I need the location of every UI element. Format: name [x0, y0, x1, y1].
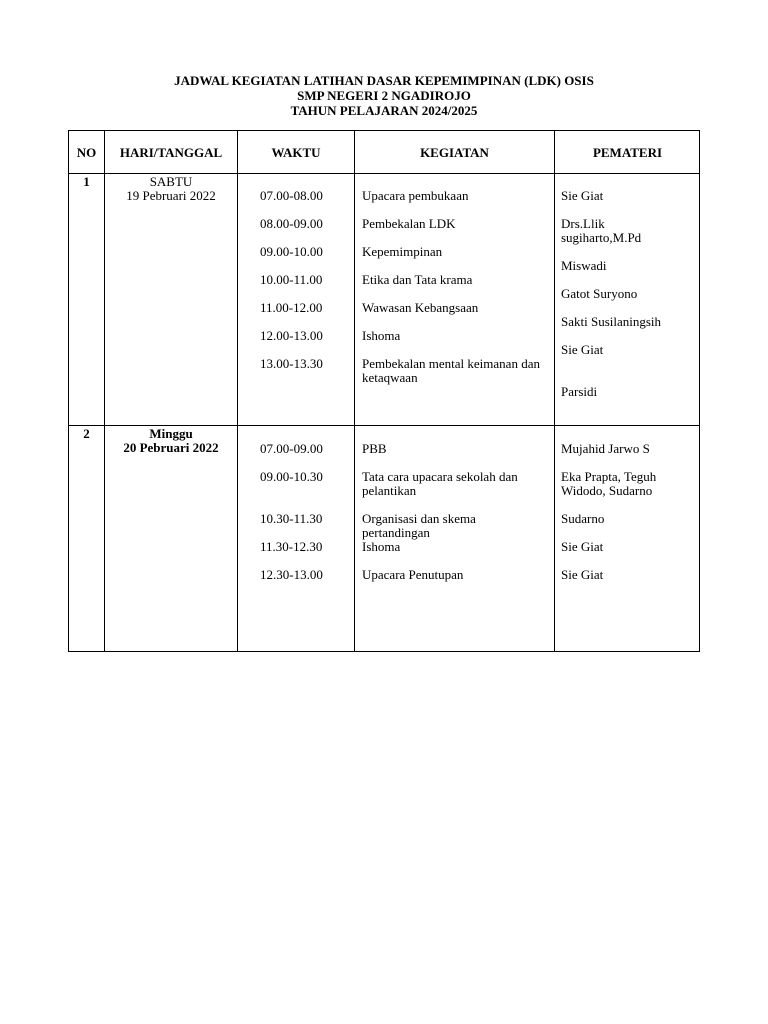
time-slot: 12.00-13.00 — [260, 328, 323, 343]
header-pemateri: PEMATERI — [592, 145, 663, 160]
time-slot: 10.30-11.30 — [260, 511, 323, 526]
row-number: 1 — [83, 174, 90, 189]
activity: Tata cara upacara sekolah dan pelantikan — [362, 469, 518, 498]
title-line-1: JADWAL KEGIATAN LATIHAN DASAR KEPEMIMPINAN (LDK) OSIS — [174, 73, 594, 88]
activity: Upacara pembukaan — [362, 188, 469, 203]
header-hari-tanggal: HARI/TANGGAL — [119, 145, 223, 160]
activity: Organisasi dan skema pertandingan — [362, 511, 476, 540]
row-number: 2 — [83, 426, 90, 441]
activity: Ishoma — [362, 328, 401, 343]
activity: Pembekalan LDK — [362, 216, 456, 231]
activity: Upacara Penutupan — [362, 567, 464, 582]
speaker: Sie Giat — [561, 188, 604, 203]
schedule-table — [68, 130, 700, 652]
activity: Ishoma — [362, 539, 401, 554]
speaker: Eka Prapta, Teguh Widodo, Sudarno — [561, 469, 657, 498]
time-slot: 13.00-13.30 — [260, 356, 323, 371]
time-slot: 12.30-13.00 — [260, 567, 323, 582]
speaker: Sie Giat — [561, 342, 604, 357]
day-date: 19 Pebruari 2022 — [126, 188, 216, 203]
speaker: Miswadi — [561, 258, 607, 273]
time-slot: 10.00-11.00 — [260, 272, 323, 287]
speaker: Drs.Llik sugiharto,M.Pd — [561, 216, 642, 245]
column-divider — [354, 131, 355, 651]
column-divider — [237, 131, 238, 651]
time-slot: 11.30-12.30 — [260, 539, 323, 554]
column-divider — [104, 131, 105, 651]
speaker: Sakti Susilaningsih — [561, 314, 662, 329]
activity: PBB — [362, 441, 387, 456]
speaker: Sudarno — [561, 511, 605, 526]
time-slot: 08.00-09.00 — [260, 216, 323, 231]
speaker: Parsidi — [561, 384, 598, 399]
document-title — [0, 73, 768, 118]
header-no: NO — [76, 145, 97, 160]
column-divider — [554, 131, 555, 651]
day-name: Minggu — [149, 426, 193, 441]
title-line-2: SMP NEGERI 2 NGADIROJO — [297, 88, 471, 103]
speaker: Sie Giat — [561, 567, 604, 582]
time-slot: 09.00-10.00 — [260, 244, 323, 259]
header-waktu: WAKTU — [271, 145, 321, 160]
title-line-3: TAHUN PELAJARAN 2024/2025 — [290, 103, 478, 118]
speaker: Mujahid Jarwo S — [561, 441, 650, 456]
speaker: Sie Giat — [561, 539, 604, 554]
activity: Etika dan Tata krama — [362, 272, 473, 287]
time-slot: 09.00-10.30 — [260, 469, 323, 484]
time-slot: 07.00-09.00 — [260, 441, 323, 456]
activity: Wawasan Kebangsaan — [362, 300, 479, 315]
speaker: Gatot Suryono — [561, 286, 638, 301]
time-slot: 07.00-08.00 — [260, 188, 323, 203]
header-kegiatan: KEGIATAN — [420, 145, 489, 160]
day-date: 20 Pebruari 2022 — [123, 440, 219, 455]
day-name: SABTU — [149, 174, 193, 189]
activity: Pembekalan mental keimanan dan ketaqwaan — [362, 356, 540, 385]
time-slot: 11.00-12.00 — [260, 300, 323, 315]
activity: Kepemimpinan — [362, 244, 443, 259]
